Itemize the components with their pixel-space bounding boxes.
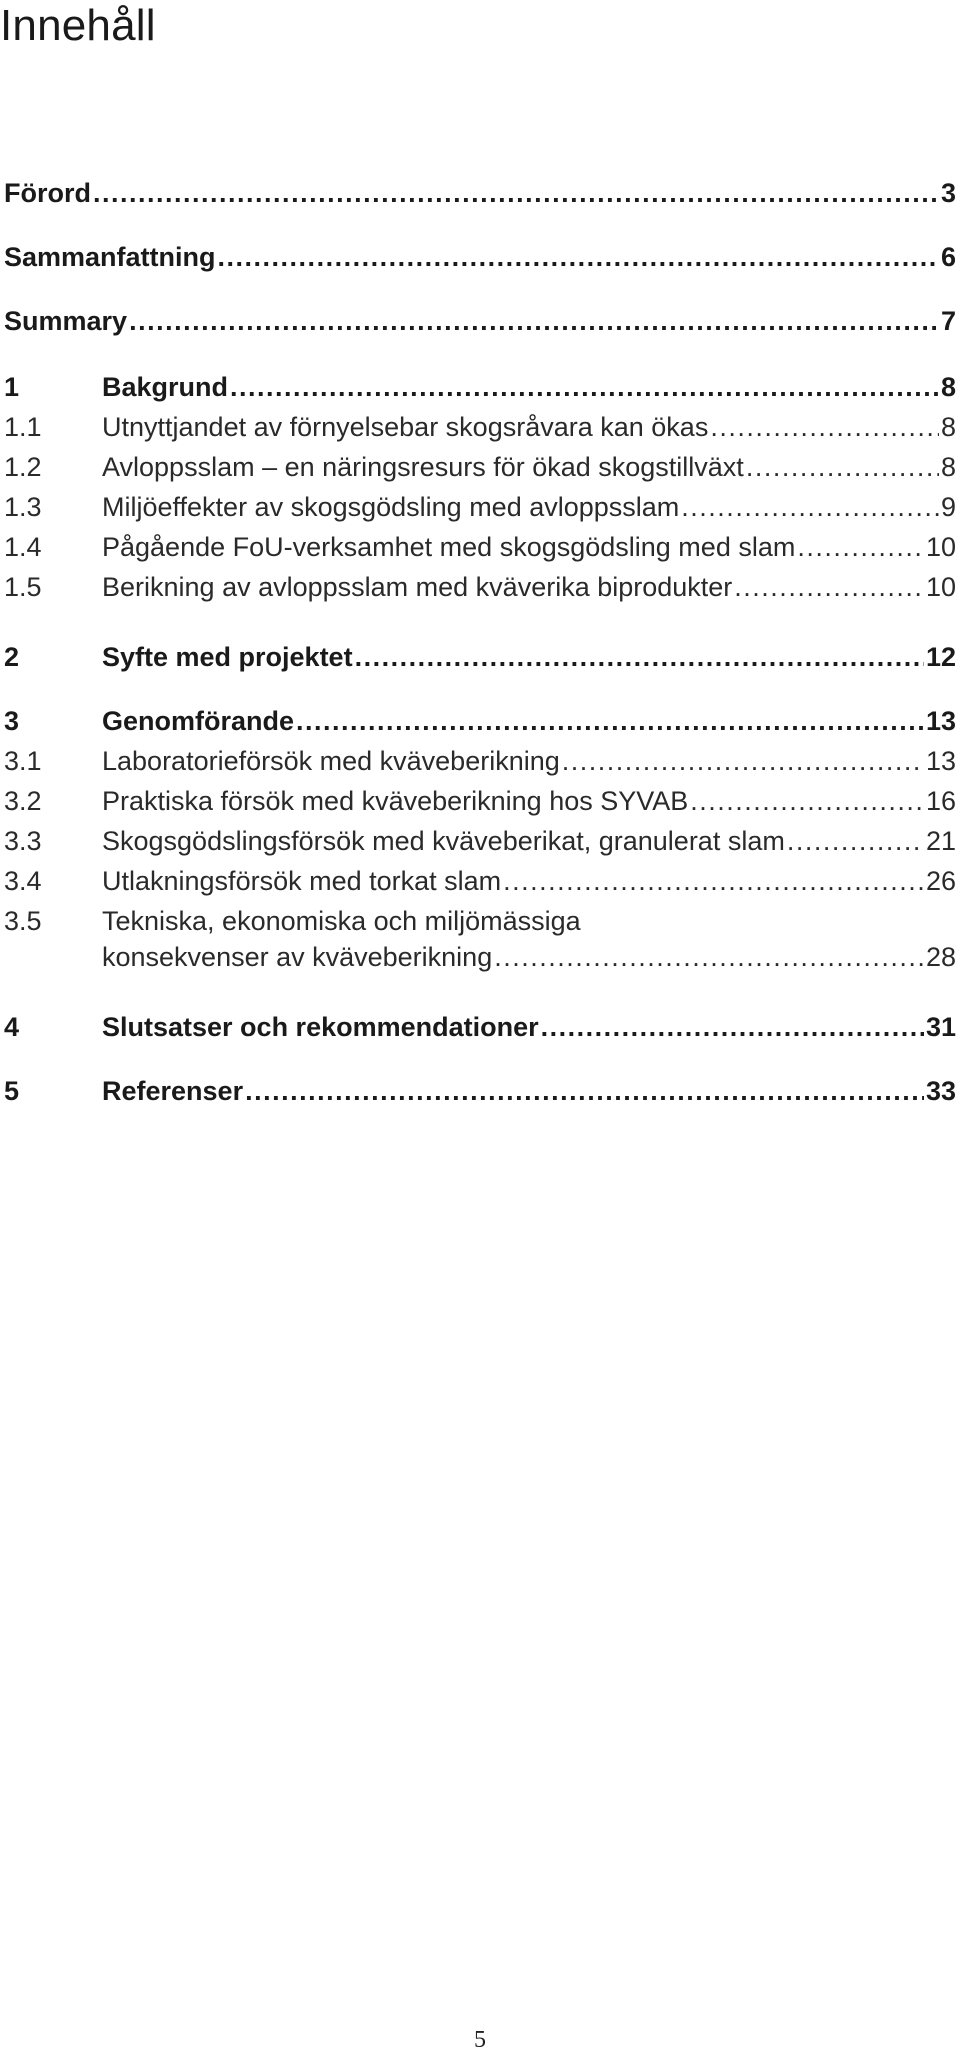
toc-entry-title: konsekvenser av kväveberikning — [102, 942, 493, 972]
toc-entry-5[interactable] — [4, 1074, 956, 1108]
toc-entry-number: 4 — [4, 1012, 20, 1042]
toc-entry-page: 31 — [925, 1012, 956, 1042]
toc-entry-3-5-first-line[interactable]: Tekniska, ekonomiska och miljömässiga — [102, 906, 581, 936]
dot-leader — [562, 744, 924, 778]
toc-entry-title: Referenser — [102, 1076, 244, 1106]
toc-entry-title: Syfte med projektet — [102, 642, 353, 672]
dot-leader — [129, 304, 939, 338]
toc-entry-3-4[interactable] — [4, 864, 956, 898]
toc-entry-title: Bakgrund — [102, 372, 229, 402]
toc-entry-3[interactable] — [4, 704, 956, 738]
toc-entry-page: 28 — [925, 942, 956, 972]
toc-entry-page: 13 — [925, 706, 956, 736]
toc-entry-title: Laboratorieförsök med kväveberikning — [102, 746, 560, 776]
toc-entry-number: 1 — [4, 372, 20, 402]
toc-entry-number: 5 — [4, 1076, 20, 1106]
toc-entry-1[interactable] — [4, 370, 956, 404]
toc-entry-title: Genomförande — [102, 706, 295, 736]
toc-entry-title: Skogsgödslingsförsök med kväveberikat, granulerat slam — [102, 826, 785, 856]
toc-entry-page: 10 — [925, 572, 956, 602]
toc-entry-1-4[interactable] — [4, 530, 956, 564]
toc-entry-page: 10 — [925, 532, 956, 562]
page-number: 5 — [474, 2027, 486, 2053]
dot-leader — [797, 530, 924, 564]
toc-entry-title: Utlakningsförsök med torkat slam — [102, 866, 502, 896]
toc-entry-1-5[interactable] — [4, 570, 956, 604]
toc-entry-page: 13 — [925, 746, 956, 776]
toc-entry-forord[interactable] — [4, 176, 956, 210]
toc-entry-1-2[interactable] — [4, 450, 956, 484]
toc-entry-title: Förord — [4, 178, 91, 208]
dot-leader — [690, 784, 924, 818]
dot-leader — [503, 864, 924, 898]
toc-entry-1-3[interactable] — [4, 490, 956, 524]
toc-entry-page: 16 — [925, 786, 956, 816]
toc-entry-number: 3.3 — [4, 826, 42, 856]
toc-entry-page: 3 — [940, 178, 956, 208]
dot-leader — [218, 240, 939, 274]
dot-leader — [734, 570, 924, 604]
dot-leader — [494, 940, 924, 974]
toc-entry-title: Utnyttjandet av förnyelsebar skogsråvara kan ökas — [102, 412, 709, 442]
toc-entry-number: 2 — [4, 642, 20, 672]
toc-entry-1-1[interactable] — [4, 410, 956, 444]
toc-entry-3-3[interactable] — [4, 824, 956, 858]
dot-leader — [296, 704, 924, 738]
toc-entry-title: Summary — [4, 306, 128, 336]
toc-entry-title: Praktiska försök med kväveberikning hos SYVAB — [102, 786, 689, 816]
toc-entry-title: Avloppsslam – en näringsresurs för ökad skogstillväxt — [102, 452, 744, 482]
toc-entry-page: 8 — [940, 412, 956, 442]
dot-leader — [93, 176, 939, 210]
toc-entry-number: 1.5 — [4, 572, 42, 602]
toc-entry-number: 1.3 — [4, 492, 42, 522]
toc-entry-number: 3.1 — [4, 746, 42, 776]
toc-entry-4[interactable] — [4, 1010, 956, 1044]
toc-entry-title: Pågående FoU-verksamhet med skogsgödsling med slam — [102, 532, 796, 562]
dot-leader — [787, 824, 924, 858]
toc-entry-2[interactable] — [4, 640, 956, 674]
toc-entry-title: Slutsatser och rekommendationer — [102, 1012, 539, 1042]
toc-entry-page: 26 — [925, 866, 956, 896]
dot-leader — [681, 490, 939, 524]
toc-entry-page: 12 — [925, 642, 956, 672]
toc-entry-page: 9 — [940, 492, 956, 522]
toc-entry-page: 8 — [940, 372, 956, 402]
toc-entry-page: 6 — [940, 242, 956, 272]
toc-entry-number: 1.4 — [4, 532, 42, 562]
dot-leader — [230, 370, 939, 404]
toc-entry-3-2[interactable] — [4, 784, 956, 818]
toc-entry-number: 3.4 — [4, 866, 42, 896]
toc-entry-number: 3.5 — [4, 906, 42, 936]
toc-entry-3-1[interactable] — [4, 744, 956, 778]
dot-leader — [355, 640, 924, 674]
toc-entry-page: 8 — [940, 452, 956, 482]
toc-entry-page: 7 — [940, 306, 956, 336]
toc-entry-page: 33 — [925, 1076, 956, 1106]
toc-entry-title: Miljöeffekter av skogsgödsling med avloppsslam — [102, 492, 680, 522]
page-title: Innehåll — [0, 1, 156, 50]
toc-entry-number: 1.1 — [4, 412, 42, 442]
toc-entry-number: 1.2 — [4, 452, 42, 482]
toc-entry-title: Berikning av avloppsslam med kväverika biprodukter — [102, 572, 733, 602]
dot-leader — [710, 410, 939, 444]
toc-entry-number: 3 — [4, 706, 20, 736]
toc-entry-title: Sammanfattning — [4, 242, 216, 272]
toc-entry-summary[interactable] — [4, 304, 956, 338]
toc-entry-page: 21 — [925, 826, 956, 856]
dot-leader — [746, 450, 939, 484]
dot-leader — [245, 1074, 924, 1108]
toc-entry-sammanfattning[interactable] — [4, 240, 956, 274]
dot-leader — [541, 1010, 924, 1044]
toc-entry-number: 3.2 — [4, 786, 42, 816]
